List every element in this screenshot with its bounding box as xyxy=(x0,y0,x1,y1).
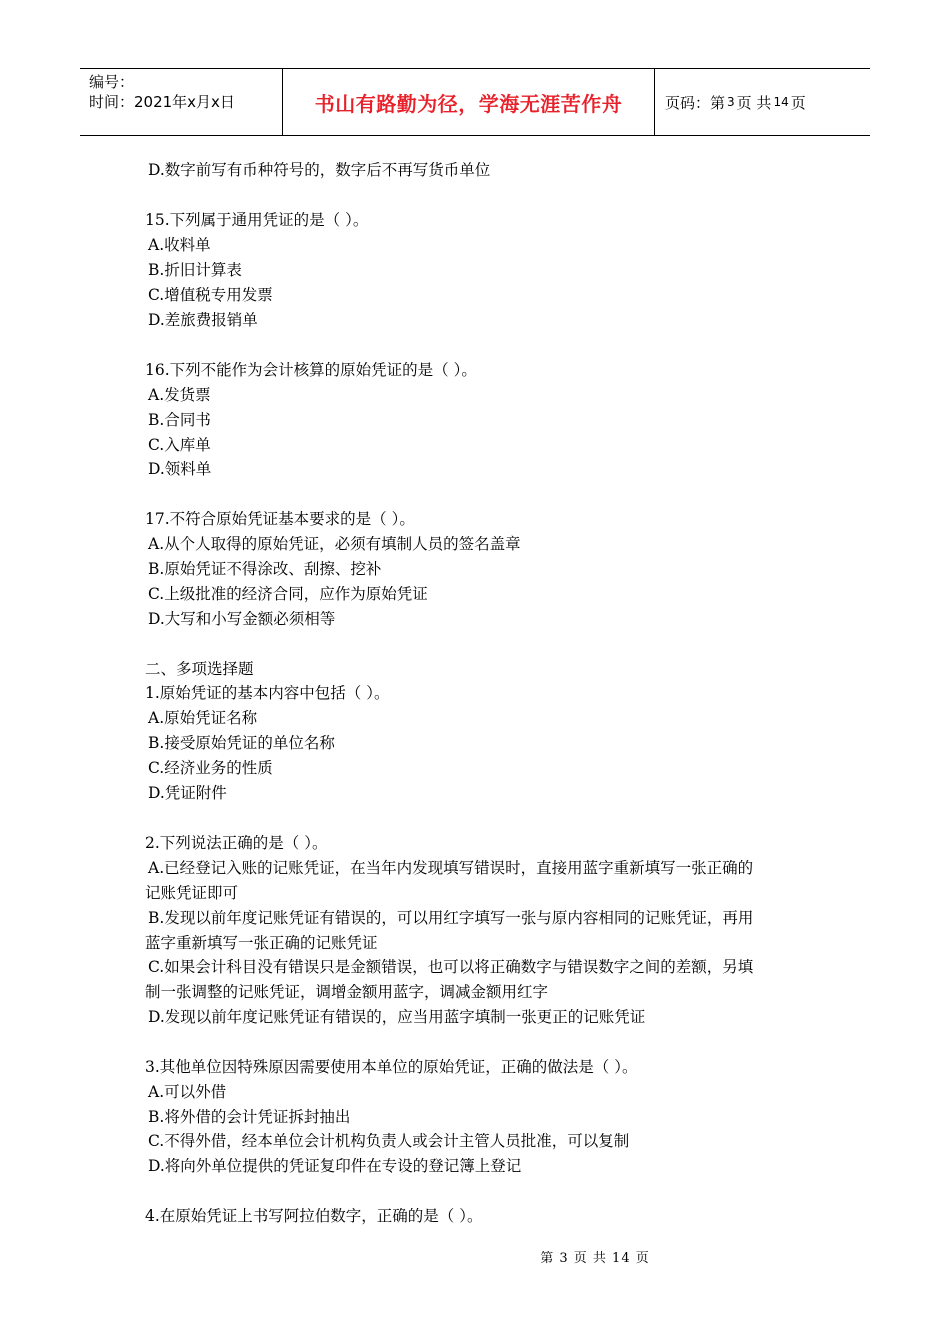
option-line: C.增值税专用发票 xyxy=(148,286,273,304)
option-line: D.领料单 xyxy=(148,460,212,478)
option-line: C.如果会计科目没有错误只是金额错误，也可以将正确数字与错误数字之间的差额，另填 xyxy=(148,958,754,976)
page-total: 14 xyxy=(773,95,789,109)
question-line: 17.不符合原始凭证基本要求的是（ ）。 xyxy=(145,510,415,528)
option-line: D.将向外单位提供的凭证复印件在专设的登记簿上登记 xyxy=(148,1157,522,1175)
question-line: 4.在原始凭证上书写阿拉伯数字，正确的是（ ）。 xyxy=(145,1207,483,1225)
question-line: 15.下列属于通用凭证的是（ ）。 xyxy=(145,211,369,229)
option-line: D.发现以前年度记账凭证有错误的，应当用蓝字填制一张更正的记账凭证 xyxy=(148,1008,646,1026)
option-line: B.发现以前年度记账凭证有错误的，可以用红字填写一张与原内容相同的记账凭证，再用 xyxy=(148,909,754,927)
option-line: B.折旧计算表 xyxy=(148,261,242,279)
option-line: A.收料单 xyxy=(148,236,211,254)
option-line: A.从个人取得的原始凭证，必须有填制人员的签名盖章 xyxy=(148,535,521,553)
question-line: 2.下列说法正确的是（ ）。 xyxy=(145,834,328,852)
header-meta xyxy=(80,69,283,135)
option-line: D.凭证附件 xyxy=(148,784,227,802)
option-line: C.入库单 xyxy=(148,436,211,454)
question-line: 3.其他单位因特殊原因需要使用本单位的原始凭证，正确的做法是（ ）。 xyxy=(145,1058,638,1076)
time-label: 时间：2021年x月x日 xyxy=(89,93,235,111)
page-current: 3 xyxy=(727,95,735,109)
page-suffix: 页 xyxy=(790,93,806,112)
page-mid: 页 共 xyxy=(736,93,772,112)
option-line: D.大写和小写金额必须相等 xyxy=(148,610,336,628)
text-line: D.数字前写有币种符号的，数字后不再写货币单位 xyxy=(148,161,491,179)
option-line: B.将外借的会计凭证拆封抽出 xyxy=(148,1108,351,1126)
header-motto: 书山有路勤为径，学海无涯苦作舟 xyxy=(283,69,655,135)
option-line: A.发货票 xyxy=(148,386,211,404)
option-continuation: 制一张调整的记账凭证，调增金额用蓝字，调减金额用红字 xyxy=(145,983,549,1001)
page-header xyxy=(80,68,870,136)
question-line: 1.原始凭证的基本内容中包括（ ）。 xyxy=(145,684,390,702)
option-continuation: 记账凭证即可 xyxy=(145,884,239,902)
page-prefix: 页码：第 xyxy=(665,93,726,112)
option-line: C.上级批准的经济合同，应作为原始凭证 xyxy=(148,585,428,603)
option-line: C.经济业务的性质 xyxy=(148,759,273,777)
page-footer: 第 3 页 共 14 页 xyxy=(540,1251,650,1266)
section-heading: 二、多项选择题 xyxy=(145,660,254,678)
option-line: B.合同书 xyxy=(148,411,211,429)
option-line: A.可以外借 xyxy=(148,1083,227,1101)
header-page-info xyxy=(655,69,870,135)
option-line: D.差旅费报销单 xyxy=(148,311,258,329)
option-line: B.原始凭证不得涂改、刮擦、挖补 xyxy=(148,560,382,578)
option-continuation: 蓝字重新填写一张正确的记账凭证 xyxy=(145,934,378,952)
number-label: 编号： xyxy=(89,73,135,91)
question-line: 16.下列不能作为会计核算的原始凭证的是（ ）。 xyxy=(145,361,477,379)
option-line: C.不得外借，经本单位会计机构负责人或会计主管人员批准，可以复制 xyxy=(148,1132,630,1150)
option-line: A.已经登记入账的记账凭证，在当年内发现填写错误时，直接用蓝字重新填写一张正确的 xyxy=(148,859,754,877)
option-line: B.接受原始凭证的单位名称 xyxy=(148,734,335,752)
option-line: A.原始凭证名称 xyxy=(148,709,258,727)
